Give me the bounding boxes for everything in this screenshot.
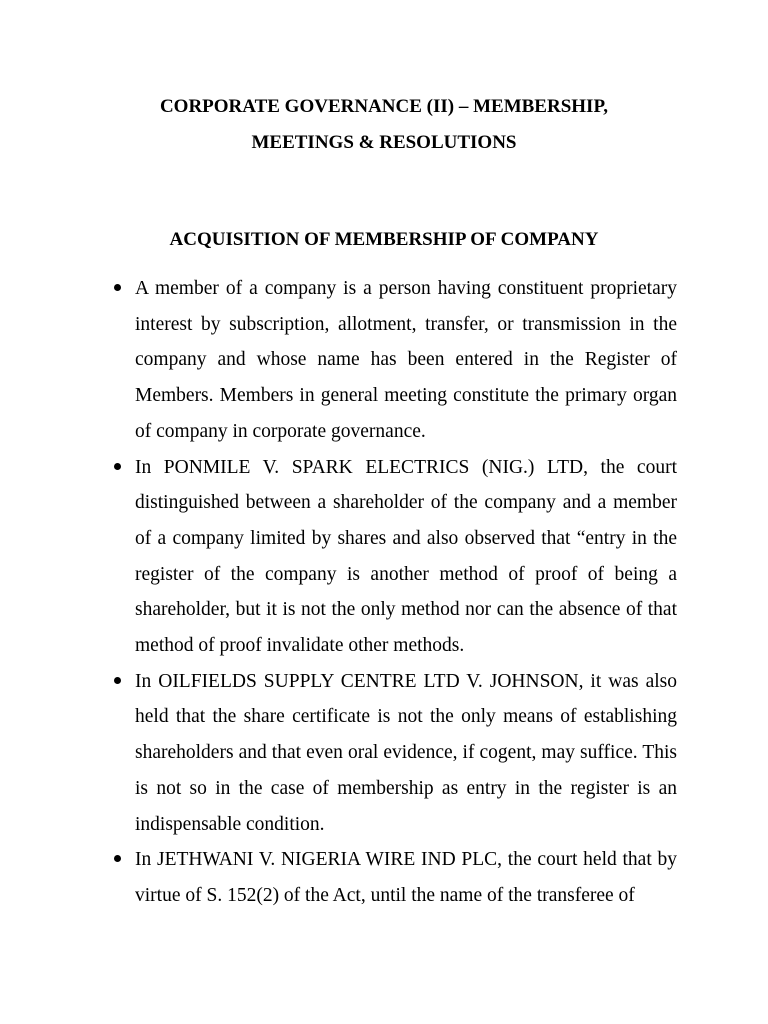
bullet-icon	[114, 855, 121, 862]
bullet-item	[0, 664, 768, 843]
bullet-text: In PONMILE V. SPARK ELECTRICS (NIG.) LTD, the court distinguished between a shareholder of the company and a member of a company limited by shares and also observed that “entry in the register of the company is another method of proof of being a shareholder, but it is not the only method nor can the absence of that method of proof invalidate other methods.	[135, 456, 677, 657]
section-heading: ACQUISITION OF MEMBERSHIP OF COMPANY	[169, 229, 599, 250]
bullet-icon	[114, 463, 121, 470]
bullet-icon	[114, 284, 121, 291]
bullet-item	[0, 271, 768, 450]
bullet-text: In JETHWANI V. NIGERIA WIRE IND PLC, the court held that by virtue of S. 152(2) of the Act, until the name of the transferee of	[135, 849, 677, 906]
bullet-item	[0, 842, 768, 913]
bullet-list	[0, 271, 768, 914]
bullet-item	[0, 450, 768, 664]
bullet-icon	[114, 677, 121, 684]
bullet-text: A member of a company is a person having constituent proprietary interest by subscription, allotment, transfer, or transmission in the company and whose name has been entered in the Register of Members. Members in general meeting constitute the primary organ of company in corporate governance.	[135, 278, 677, 442]
bullet-text: In OILFIELDS SUPPLY CENTRE LTD V. JOHNSON, it was also held that the share certificate is not the only means of establishing shareholders and that even oral evidence, if cogent, may suffice. This is not so in the case of membership as entry in the register is an indispensable condition.	[135, 670, 677, 835]
document-title-line-2: MEETINGS & RESOLUTIONS	[251, 132, 517, 153]
document-title-line-1: CORPORATE GOVERNANCE (II) – MEMBERSHIP,	[159, 96, 609, 117]
